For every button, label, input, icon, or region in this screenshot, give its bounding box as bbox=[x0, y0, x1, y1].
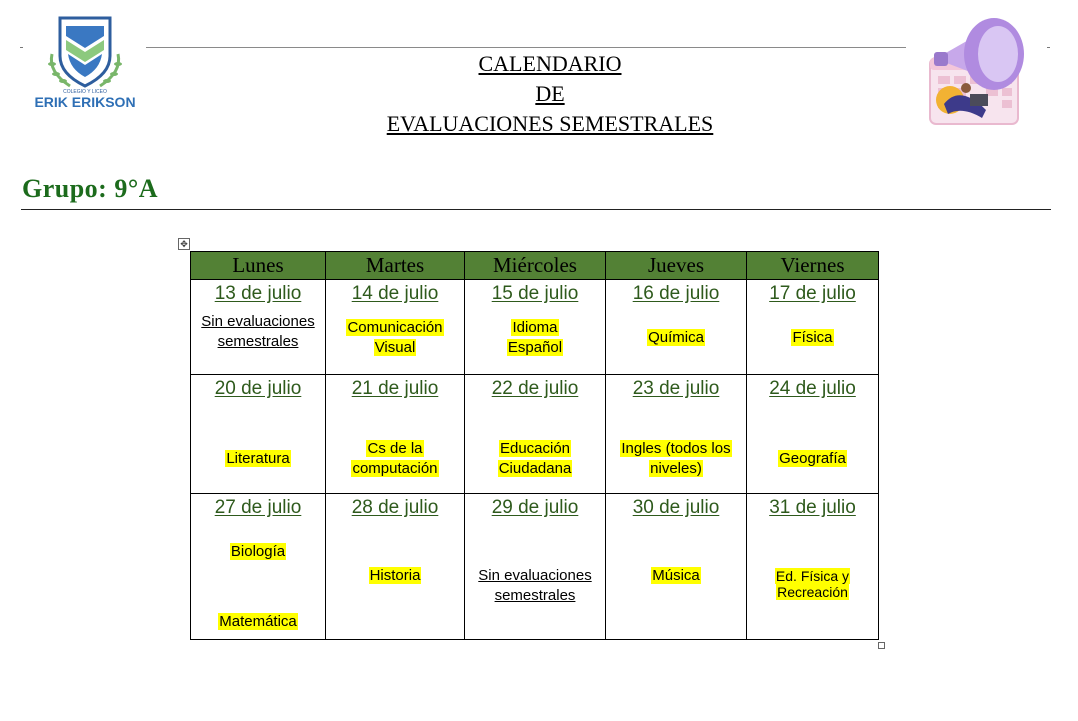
table-move-handle[interactable]: ✥ bbox=[178, 238, 190, 250]
table-row bbox=[191, 280, 879, 375]
header-rule bbox=[146, 47, 906, 48]
document-title-line-3: EVALUACIONES SEMESTRALES bbox=[386, 111, 714, 136]
date-label: 17 de julio bbox=[769, 283, 856, 304]
date-label: 15 de julio bbox=[491, 283, 579, 304]
day-header-thursday: Jueves bbox=[606, 252, 747, 280]
date-label: 21 de julio bbox=[351, 378, 439, 399]
table-resize-handle[interactable] bbox=[878, 642, 885, 649]
group-heading: Grupo: 9°A bbox=[22, 174, 159, 203]
calendar-cell[interactable] bbox=[465, 280, 606, 375]
subject-label: Historia bbox=[369, 567, 421, 584]
day-header-monday: Lunes bbox=[191, 252, 326, 280]
subject-label: Física bbox=[792, 329, 833, 346]
date-label: 29 de julio bbox=[491, 497, 579, 518]
calendar-cell[interactable] bbox=[191, 280, 326, 375]
calendar-cell[interactable] bbox=[465, 375, 606, 494]
calendar-cell[interactable] bbox=[747, 280, 879, 375]
date-label: 31 de julio bbox=[769, 497, 856, 518]
subject-label: Literatura bbox=[226, 450, 290, 467]
date-label: 24 de julio bbox=[769, 378, 856, 399]
date-label: 23 de julio bbox=[632, 378, 720, 399]
exam-calendar-table bbox=[190, 251, 879, 640]
day-header-tuesday: Martes bbox=[326, 252, 465, 280]
header-dot bbox=[20, 47, 23, 48]
table-row bbox=[191, 375, 879, 494]
date-label: 27 de julio bbox=[214, 497, 302, 518]
calendar-cell[interactable] bbox=[606, 494, 747, 640]
calendar-cell[interactable] bbox=[326, 280, 465, 375]
subject-label: Ed. Física y Recreación bbox=[775, 568, 850, 600]
document-title-line-1: CALENDARIO bbox=[478, 51, 622, 76]
subject-label: Comunicación Visual bbox=[347, 319, 443, 356]
subject-label: Sin evaluaciones semestrales bbox=[478, 567, 592, 604]
date-label: 20 de julio bbox=[214, 378, 302, 399]
table-row bbox=[191, 494, 879, 640]
day-header-wednesday: Miércoles bbox=[465, 252, 606, 280]
date-label: 30 de julio bbox=[632, 497, 720, 518]
calendar-cell[interactable] bbox=[326, 494, 465, 640]
group-divider bbox=[21, 209, 1051, 210]
date-label: 28 de julio bbox=[351, 497, 439, 518]
subject-label: Cs de la computación bbox=[352, 440, 438, 477]
calendar-cell[interactable] bbox=[326, 375, 465, 494]
date-label: 16 de julio bbox=[632, 283, 720, 304]
date-label: 13 de julio bbox=[214, 283, 302, 304]
document-title-line-2: DE bbox=[535, 81, 565, 106]
subject-label: Matemática bbox=[219, 613, 297, 630]
logo-name: ERIK ERIKSON bbox=[34, 94, 136, 110]
calendar-cell[interactable] bbox=[191, 375, 326, 494]
subject-label: Música bbox=[652, 567, 700, 584]
calendar-cell[interactable] bbox=[606, 280, 747, 375]
calendar-cell[interactable] bbox=[465, 494, 606, 640]
calendar-cell[interactable] bbox=[191, 494, 326, 640]
date-label: 14 de julio bbox=[351, 283, 439, 304]
calendar-cell[interactable] bbox=[606, 375, 747, 494]
table-header-row bbox=[191, 252, 879, 280]
subject-label: Biología bbox=[230, 543, 286, 560]
header-dot bbox=[1047, 47, 1050, 48]
subject-label: Sin evaluaciones semestrales bbox=[201, 313, 315, 350]
calendar-cell[interactable] bbox=[747, 494, 879, 640]
subject-label: Química bbox=[648, 329, 704, 346]
day-header-friday: Viernes bbox=[747, 252, 879, 280]
logo-small-text: COLEGIO Y LICEO bbox=[63, 89, 107, 95]
subject-label: Geografía bbox=[779, 450, 846, 467]
calendar-cell[interactable] bbox=[747, 375, 879, 494]
subject-label: Ingles (todos los niveles) bbox=[621, 440, 731, 477]
subject-label: Idioma Español bbox=[507, 319, 563, 356]
date-label: 22 de julio bbox=[491, 378, 579, 399]
subject-label: Educación Ciudadana bbox=[498, 440, 572, 477]
